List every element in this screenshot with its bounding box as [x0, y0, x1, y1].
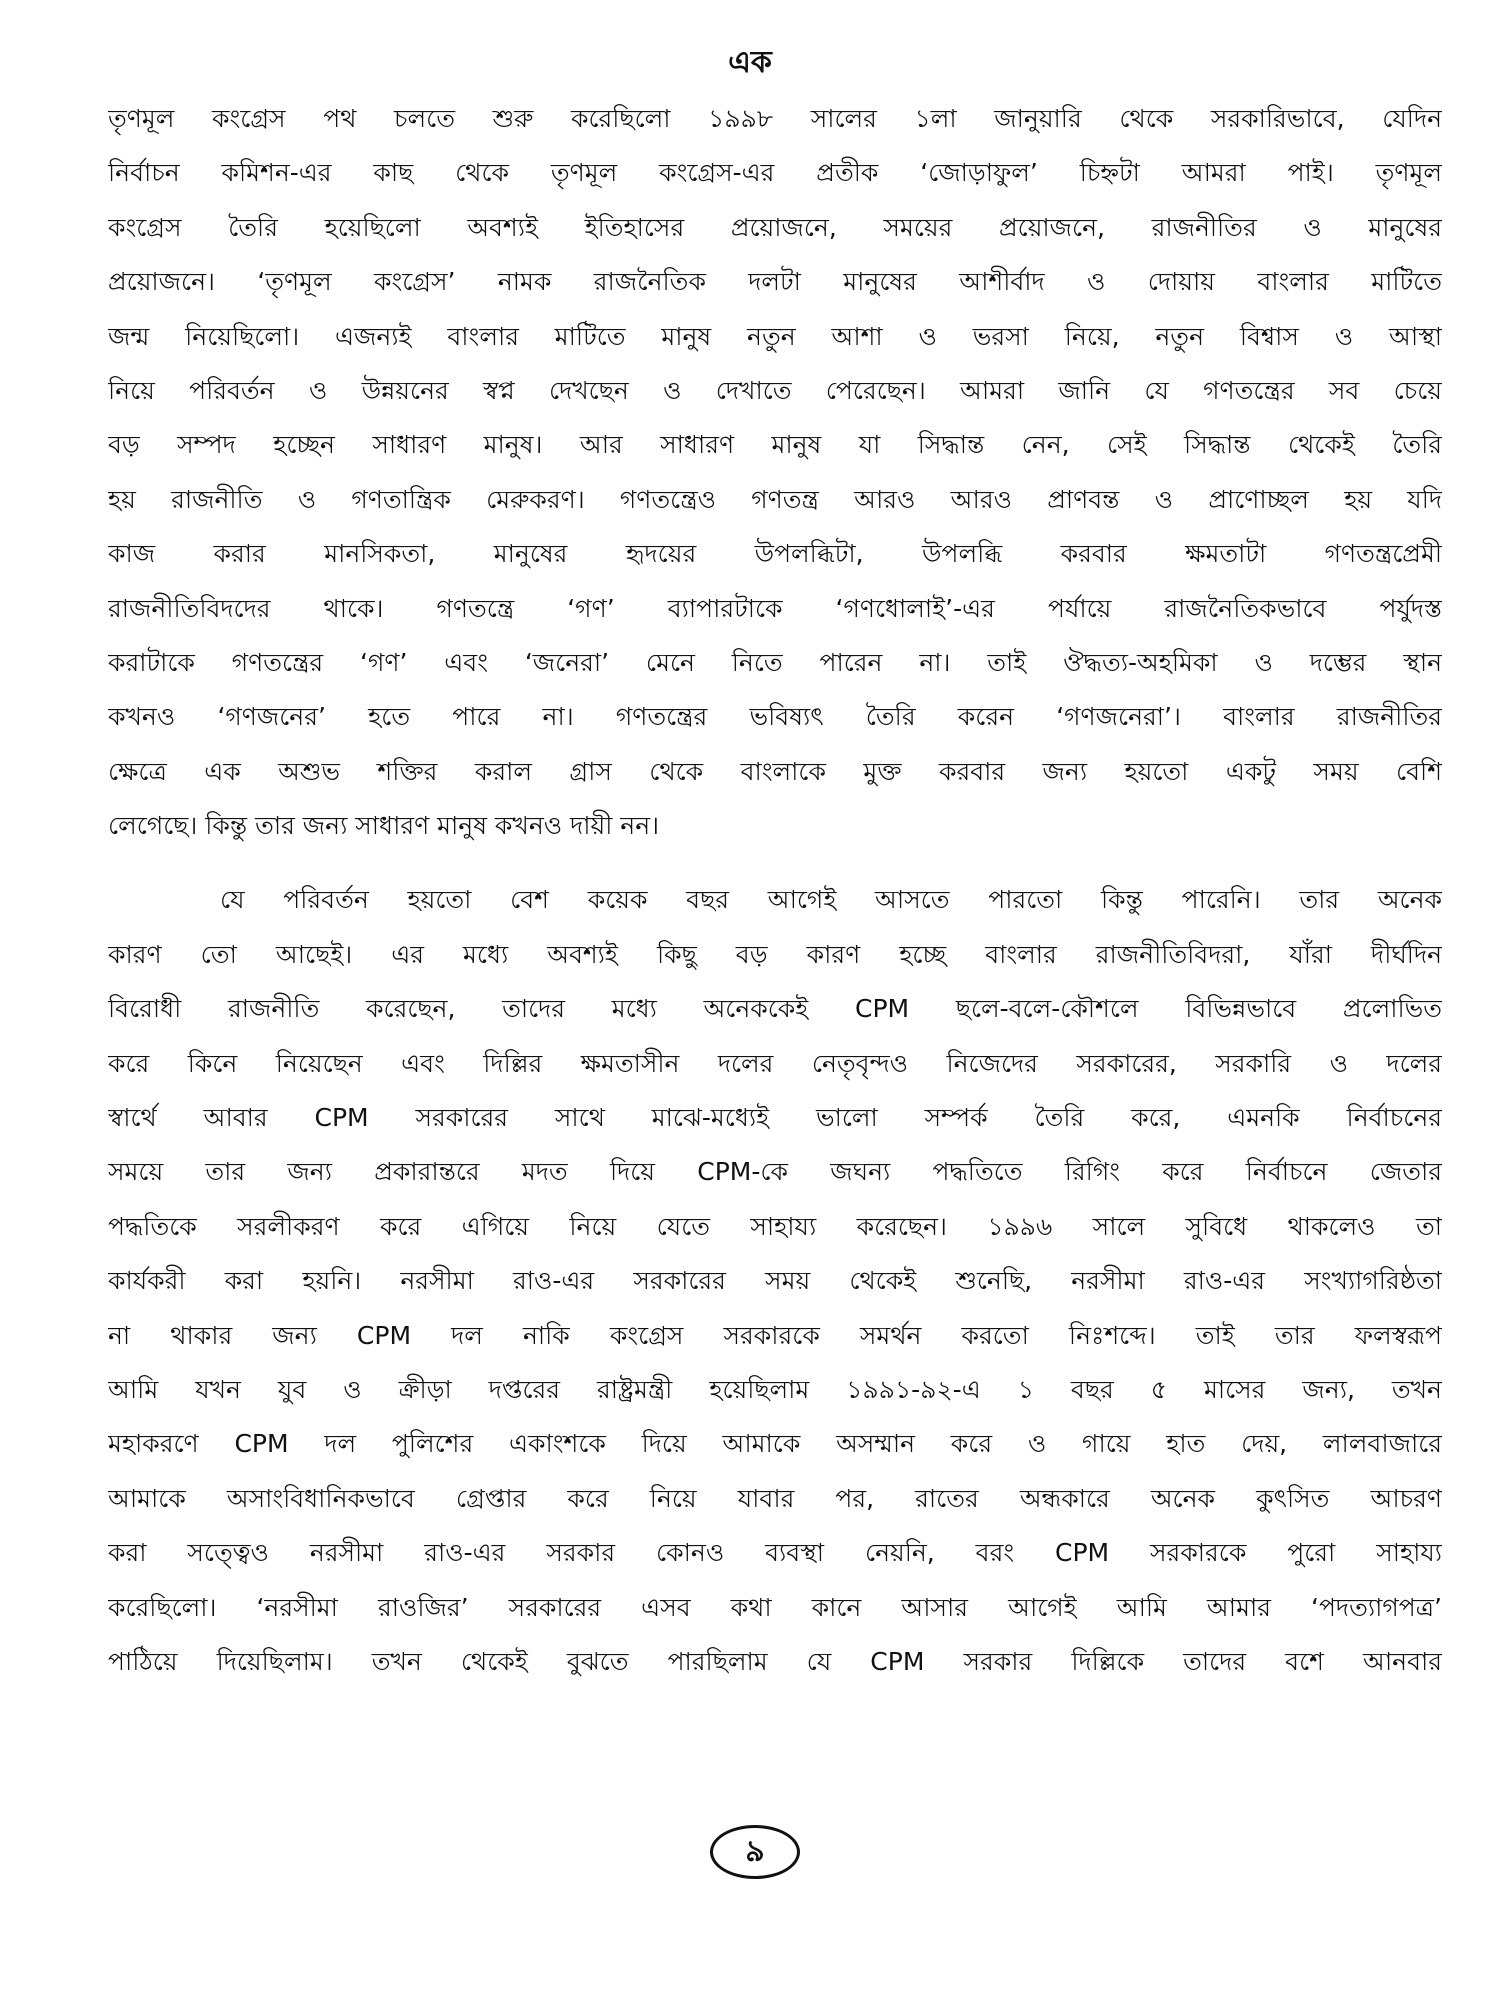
- text-line: লেগেছে। কিন্তু তার জন্য সাধারণ মানুষ কখনও দায়ী নন।: [108, 811, 660, 841]
- text-line: কারণ তো আছেই। এর মধ্যে অবশ্যই কিছু বড় কারণ হচ্ছে বাংলার রাজনীতিবিদরা, যাঁরা দীর্ঘদিন: [108, 939, 1442, 969]
- text-line: সময়ে তার জন্য প্রকারান্তরে মদত দিয়ে CPM-কে জঘন্য পদ্ধতিতে রিগিং করে নির্বাচনে জেতার: [108, 1157, 1442, 1187]
- text-line: পাঠিয়ে দিয়েছিলাম। তখন থেকেই বুঝতে পারছিলাম যে CPM সরকার দিল্লিকে তাদের বশে আনবার: [108, 1646, 1442, 1676]
- text-line: আমি যখন যুব ও ক্রীড়া দপ্তরের রাষ্ট্রমন্ত্রী হয়েছিলাম ১৯৯১-৯২-এ ১ বছর ৫ মাসের জন্য, তখন: [108, 1374, 1442, 1404]
- text-line: স্বার্থে আবার CPM সরকারের সাথে মাঝে-মধ্যেই ভালো সম্পর্ক তৈরি করে, এমনকি নির্বাচনের: [108, 1103, 1442, 1133]
- text-line: জন্ম নিয়েছিলো। এজন্যই বাংলার মাটিতে মানুষ নতুন আশা ও ভরসা নিয়ে, নতুন বিশ্বাস ও আস্থা: [108, 321, 1442, 351]
- paragraph-1: [108, 92, 1442, 853]
- text-line: করাটাকে গণতন্ত্রের ‘গণ’ এবং ‘জনেরা’ মেনে নিতে পারেন না। তাই ঔদ্ধত্য-অহমিকা ও দম্ভের স্থান: [108, 647, 1442, 677]
- text-line: পদ্ধতিকে সরলীকরণ করে এগিয়ে নিয়ে যেতে সাহায্য করেছেন। ১৯৯৬ সালে সুবিধে থাকলেও তা: [108, 1211, 1442, 1241]
- text-line: মহাকরণে CPM দল পুলিশের একাংশকে দিয়ে আমাকে অসম্মান করে ও গায়ে হাত দেয়, লালবাজারে: [108, 1429, 1442, 1459]
- text-line: নির্বাচন কমিশন-এর কাছ থেকে তৃণমূল কংগ্রেস-এর প্রতীক ‘জোড়াফুল’ চিহ্নটা আমরা পাই। তৃণমূল: [108, 158, 1442, 188]
- text-line: কাজ করার মানসিকতা, মানুষের হৃদয়ের উপলব্ধিটা, উপলব্ধি করবার ক্ষমতাটা গণতন্ত্রপ্রেমী: [108, 539, 1442, 569]
- text-line: না থাকার জন্য CPM দল নাকি কংগ্রেস সরকারকে সমর্থন করতো নিঃশব্দে। তাই তার ফলস্বরূপ: [108, 1320, 1442, 1350]
- paragraph-2: [108, 873, 1442, 1689]
- page-number: ৯: [745, 1834, 765, 1869]
- text-line: ক্ষেত্রে এক অশুভ শক্তির করাল গ্রাস থেকে বাংলাকে মুক্ত করবার জন্য হয়তো একটু সময় বেশি: [108, 756, 1442, 786]
- text-line: কখনও ‘গণজনের’ হতে পারে না। গণতন্ত্রের ভবিষ্যৎ তৈরি করেন ‘গণজনেরা’। বাংলার রাজনীতির: [108, 702, 1442, 732]
- text-line: বিরোধী রাজনীতি করেছেন, তাদের মধ্যে অনেককেই CPM ছলে-বলে-কৌশলে বিভিন্নভাবে প্রলোভিত: [108, 994, 1442, 1024]
- text-line: করেছিলো। ‘নরসীমা রাওজির’ সরকারের এসব কথা কানে আসার আগেই আমি আমার ‘পদত্যাগপত্র’: [108, 1592, 1442, 1622]
- text-line: তৃণমূল কংগ্রেস পথ চলতে শুরু করেছিলো ১৯৯৮ সালের ১লা জানুয়ারি থেকে সরকারিভাবে, যেদিন: [108, 104, 1442, 133]
- text-line: করা সত্ত্বেও নরসীমা রাও-এর সরকার কোনও ব্যবস্থা নেয়নি, বরং CPM সরকারকে পুরো সাহায্য: [108, 1538, 1442, 1568]
- text-line: কার্যকরী করা হয়নি। নরসীমা রাও-এর সরকারের সময় থেকেই শুনেছি, নরসীমা রাও-এর সংখ্যাগরিষ্ঠতা: [108, 1266, 1442, 1296]
- text-line: বড় সম্পদ হচ্ছেন সাধারণ মানুষ। আর সাধারণ মানুষ যা সিদ্ধান্ত নেন, সেই সিদ্ধান্ত থেকেই তৈরি: [108, 430, 1442, 460]
- text-line: আমাকে অসাংবিধানিকভাবে গ্রেপ্তার করে নিয়ে যাবার পর, রাতের অন্ধকারে অনেক কুৎসিত আচরণ: [108, 1483, 1442, 1513]
- text-line: প্রয়োজনে। ‘তৃণমূল কংগ্রেস’ নামক রাজনৈতিক দলটা মানুষের আশীর্বাদ ও দোয়ায় বাংলার মাটিতে: [108, 267, 1442, 297]
- page-number-badge: [710, 1825, 800, 1879]
- text-line: হয় রাজনীতি ও গণতান্ত্রিক মেরুকরণ। গণতন্ত্রেও গণতন্ত্র আরও আরও প্রাণবন্ত ও প্রাণোচ্ছল হয় যদি: [108, 484, 1442, 514]
- text-line: করে কিনে নিয়েছেন এবং দিল্লির ক্ষমতাসীন দলের নেতৃবৃন্দও নিজেদের সরকারের, সরকারি ও দলের: [108, 1048, 1442, 1078]
- body-text: [108, 92, 1442, 1689]
- chapter-title: এক: [728, 45, 772, 80]
- text-line: কংগ্রেস তৈরি হয়েছিলো অবশ্যই ইতিহাসের প্রয়োজনে, সময়ের প্রয়োজনে, রাজনীতির ও মানুষের: [108, 212, 1442, 242]
- text-line: যে পরিবর্তন হয়তো বেশ কয়েক বছর আগেই আসতে পারতো কিন্তু পারেনি। তার অনেক: [220, 885, 1442, 915]
- text-line: নিয়ে পরিবর্তন ও উন্নয়নের স্বপ্ন দেখছেন ও দেখাতে পেরেছেন। আমরা জানি যে গণতন্ত্রের সব চেয়ে: [108, 375, 1442, 405]
- text-line: রাজনীতিবিদদের থাকে। গণতন্ত্রে ‘গণ’ ব্যাপারটাকে ‘গণধোলাই’-এর পর্যায়ে রাজনৈতিকভাবে পর্যুদস্ত: [108, 593, 1442, 623]
